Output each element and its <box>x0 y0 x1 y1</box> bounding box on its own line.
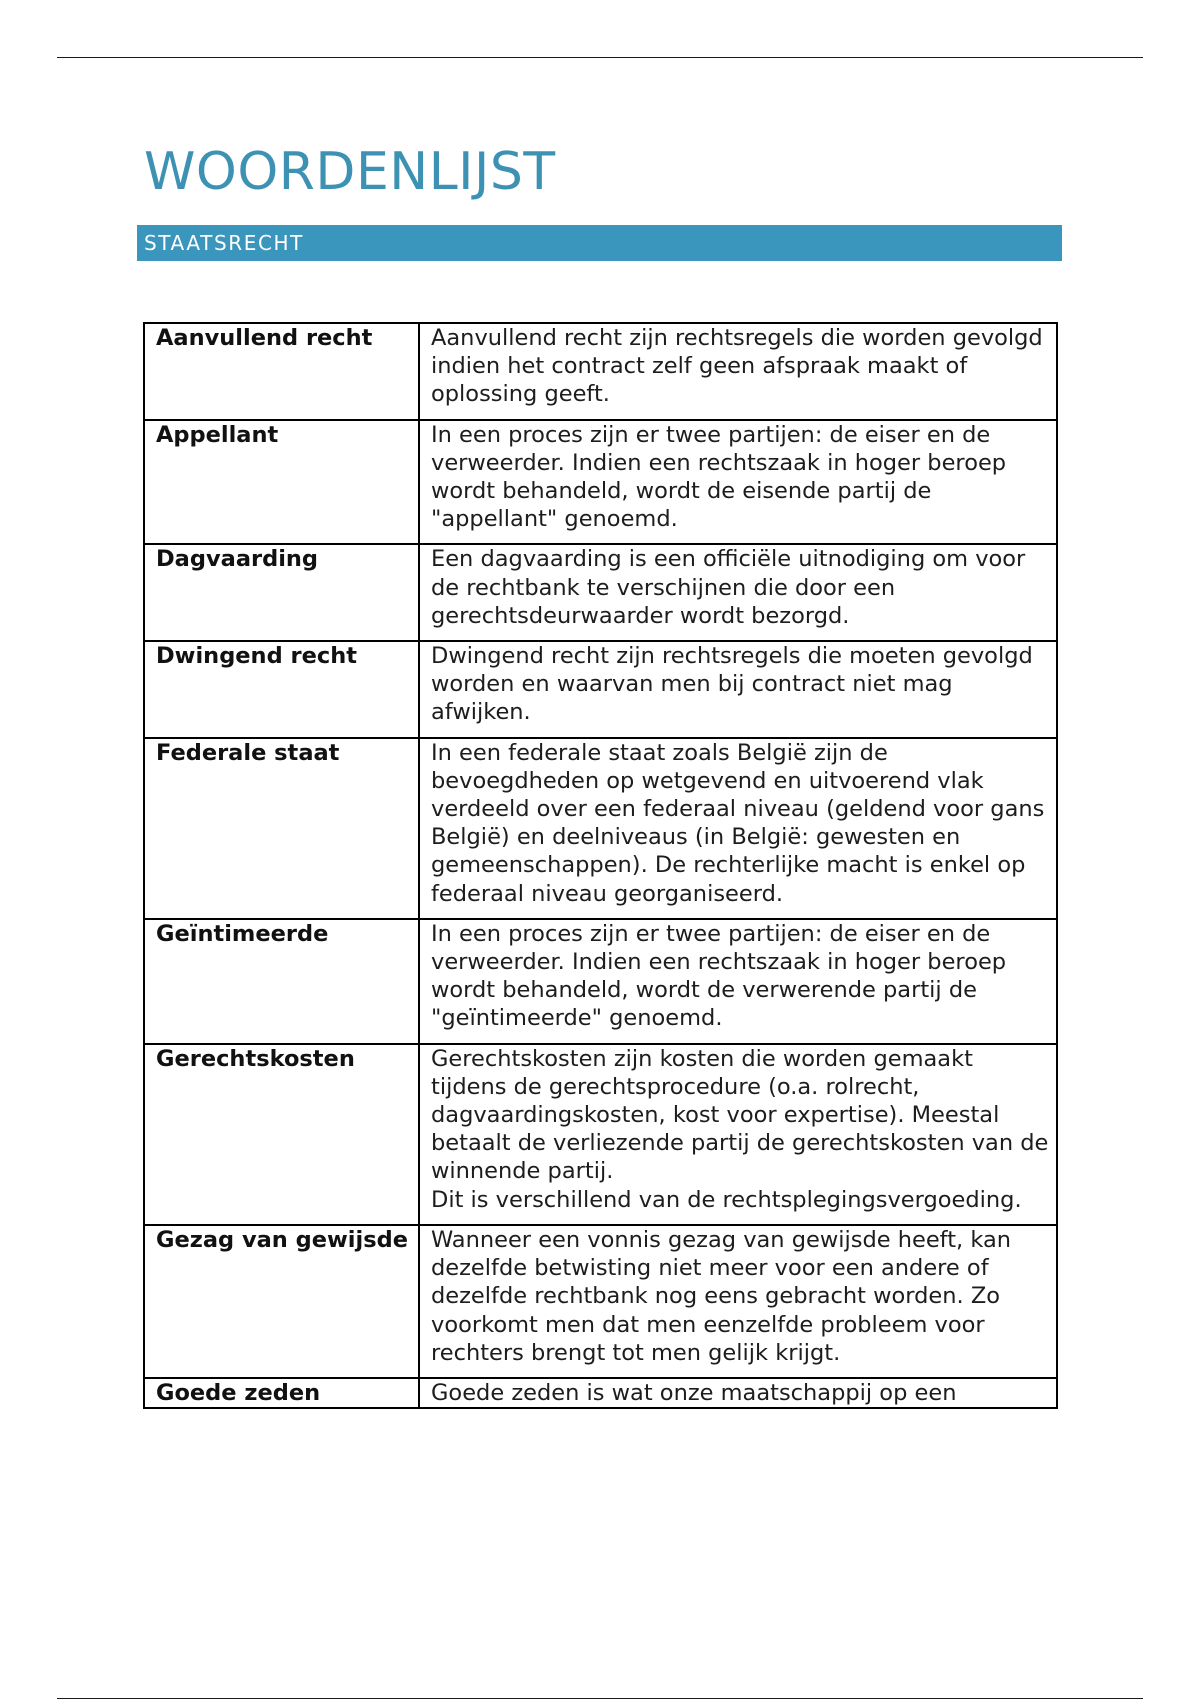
header-rule <box>57 57 1143 58</box>
section-heading: STAATSRECHT <box>144 231 304 255</box>
glossary-definition: Aanvullend recht zijn rechtsregels die worden gevolgd indien het contract zelf geen afspraak maakt of oplossing geeft. <box>419 323 1057 420</box>
glossary-definition: In een federale staat zoals België zijn de bevoegdheden op wetgevend en uitvoerend vlak verdeeld over een federaal niveau (geldend voor gans België) en deelniveaus (in België: gewesten en gemeenschappen). De rechterlijke macht is enkel op federaal niveau georganiseerd. <box>419 738 1057 919</box>
table-row <box>144 323 1057 420</box>
glossary-term: Gerechtskosten <box>144 1044 419 1225</box>
glossary-definition: Gerechtskosten zijn kosten die worden gemaakt tijdens de gerechtsprocedure (o.a. rolrecht, dagvaardingskosten, kost voor expertise). Meestal betaalt de verliezende partij de gerechtskosten van de winnende partij. Dit is verschillend van de rechtsplegingsvergoeding. <box>419 1044 1057 1225</box>
table-row <box>144 919 1057 1044</box>
glossary-definition: In een proces zijn er twee partijen: de eiser en de verweerder. Indien een rechtszaak in hoger beroep wordt behandeld, wordt de verwerende partij de "geïntimeerde" genoemd. <box>419 919 1057 1044</box>
glossary-definition: Dwingend recht zijn rechtsregels die moeten gevolgd worden en waarvan men bij contract niet mag afwijken. <box>419 641 1057 738</box>
glossary-term: Dwingend recht <box>144 641 419 738</box>
glossary-definition: Een dagvaarding is een officiële uitnodiging om voor de rechtbank te verschijnen die door een gerechtsdeurwaarder wordt bezorgd. <box>419 544 1057 641</box>
table-row <box>144 1044 1057 1225</box>
table-row <box>144 641 1057 738</box>
section-heading-bar <box>137 225 1062 261</box>
table-row <box>144 738 1057 919</box>
glossary-term: Aanvullend recht <box>144 323 419 420</box>
glossary-term: Appellant <box>144 420 419 545</box>
table-row <box>144 420 1057 545</box>
footer-rule <box>57 1698 1143 1699</box>
document-title: WOORDENLIJST <box>144 142 556 202</box>
glossary-term: Federale staat <box>144 738 419 919</box>
table-row <box>144 544 1057 641</box>
glossary-table <box>143 322 1058 1409</box>
glossary-term: Dagvaarding <box>144 544 419 641</box>
glossary-definition: Wanneer een vonnis gezag van gewijsde heeft, kan dezelfde betwisting niet meer voor een andere of dezelfde rechtbank nog eens gebracht worden. Zo voorkomt men dat men eenzelfde probleem voor rechters brengt tot men gelijk krijgt. <box>419 1225 1057 1378</box>
glossary-definition: In een proces zijn er twee partijen: de eiser en de verweerder. Indien een rechtszaak in hoger beroep wordt behandeld, wordt de eisende partij de "appellant" genoemd. <box>419 420 1057 545</box>
glossary-term: Gezag van gewijsde <box>144 1225 419 1378</box>
glossary-definition: Goede zeden is wat onze maatschappij op een <box>419 1378 1057 1408</box>
glossary-term: Goede zeden <box>144 1378 419 1408</box>
glossary-term: Geïntimeerde <box>144 919 419 1044</box>
table-row <box>144 1378 1057 1408</box>
table-row <box>144 1225 1057 1378</box>
